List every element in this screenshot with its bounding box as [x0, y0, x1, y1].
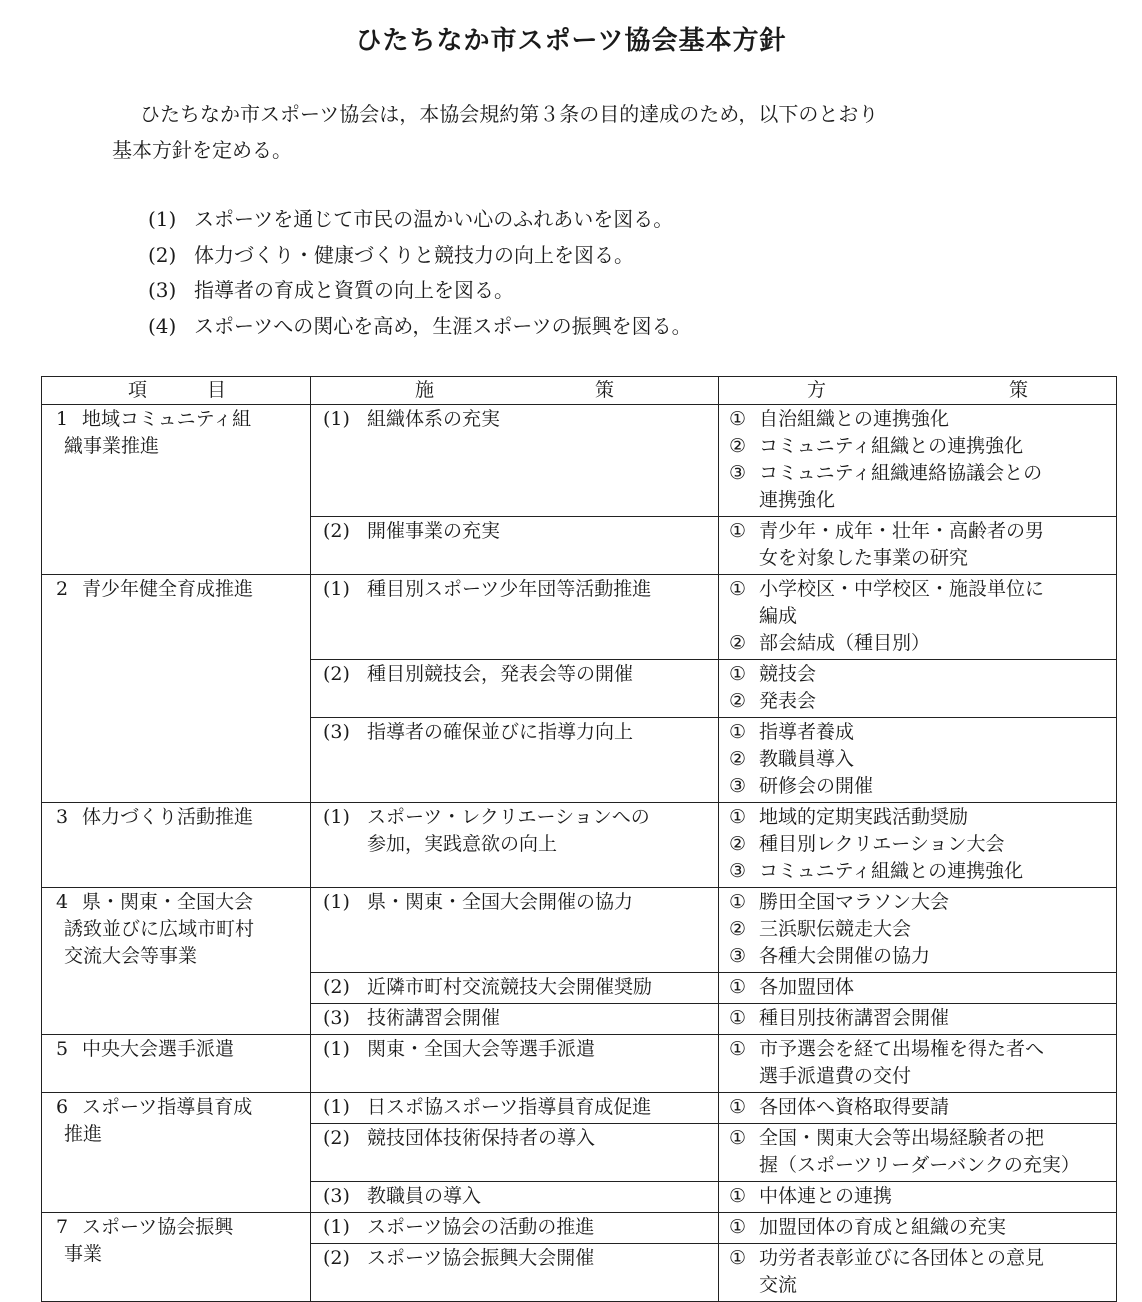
policy-text: 体力づくり・健康づくりと競技力の向上を図る。: [194, 242, 634, 267]
method-list: [719, 803, 1116, 887]
method-number: ③: [729, 775, 747, 797]
method-cell: [719, 660, 1117, 718]
measure-line: 種目別競技会，発表会等の開催: [367, 663, 634, 685]
method-list: [719, 1035, 1116, 1092]
item-label: 地域コミュニティ組: [82, 408, 252, 430]
header-method-char: 策: [1008, 379, 1028, 401]
measure-text: [311, 718, 718, 748]
item-line: [56, 576, 294, 603]
method-line: 種目別レクリエーション大会: [759, 833, 1005, 855]
measure-cell: [311, 803, 719, 888]
measure-number: (1): [323, 1038, 350, 1060]
method-line: 発表会: [759, 690, 817, 712]
method-item: [729, 661, 1108, 688]
method-label: [759, 433, 1108, 460]
item-text: [42, 888, 310, 972]
method-label: [759, 1183, 1108, 1210]
method-item: [729, 630, 1108, 657]
method-line: コミュニティ組織との連携強化: [759, 860, 1024, 882]
item-text: [42, 575, 310, 605]
measure-label: [367, 804, 712, 858]
method-label: [759, 630, 1108, 657]
method-item: [729, 746, 1108, 773]
policy-number: (1): [148, 207, 177, 231]
method-list: [719, 575, 1116, 659]
item-line: [56, 804, 294, 831]
measure-label: [367, 889, 712, 916]
header-method-char: 方: [807, 379, 827, 401]
method-cell: [719, 1182, 1117, 1213]
measure-line: 教職員の導入: [367, 1185, 482, 1207]
method-number: ①: [729, 806, 747, 828]
measure-cell: [311, 1004, 719, 1035]
method-line: 女を対象した事業の研究: [759, 547, 969, 569]
method-item: [729, 1094, 1108, 1121]
measure-text: [311, 1182, 718, 1212]
item-text: [42, 1093, 310, 1150]
measure-cell: [311, 1213, 719, 1244]
method-item: [729, 1005, 1108, 1032]
measure-label: [367, 719, 712, 746]
policy-number: (4): [148, 313, 177, 338]
table-row: [42, 575, 1117, 660]
method-number: ①: [729, 663, 747, 685]
method-label: [759, 688, 1108, 715]
method-item: [729, 804, 1108, 831]
method-cell: [719, 1035, 1117, 1093]
item-number: 6: [56, 1096, 69, 1118]
method-number: ①: [729, 1216, 747, 1238]
method-label: [759, 746, 1108, 773]
method-label: [759, 943, 1108, 970]
method-item: [729, 974, 1108, 1001]
item-number: 5: [56, 1038, 69, 1060]
policy-item: [148, 202, 692, 238]
method-line: 地域的定期実践活動奨励: [759, 806, 969, 828]
method-item: [729, 1214, 1108, 1241]
item-label-cont: 誘致並びに広域市町村: [64, 918, 255, 940]
item-line: [56, 1036, 294, 1063]
method-cell: [719, 517, 1117, 575]
method-number: ②: [729, 690, 747, 712]
method-line: 中体連との連携: [759, 1185, 893, 1207]
method-item: [729, 1036, 1108, 1090]
method-label: [759, 773, 1108, 800]
method-label: [759, 661, 1108, 688]
measure-label: [367, 974, 712, 1001]
item-line: [56, 1214, 294, 1241]
item-number: 7: [56, 1216, 69, 1238]
item-label: 体力づくり活動推進: [82, 806, 254, 828]
item-label-cont: 交流大会等事業: [64, 945, 198, 967]
measure-cell: [311, 1244, 719, 1302]
item-cell: [42, 888, 311, 1035]
method-number: ②: [729, 833, 747, 855]
measure-cell: [311, 718, 719, 803]
method-line: コミュニティ組織との連携強化: [759, 435, 1024, 457]
method-cell: [719, 718, 1117, 803]
measure-text: [311, 1035, 718, 1065]
item-cell: [42, 1035, 311, 1093]
item-text: [42, 803, 310, 833]
policy-number: (2): [148, 242, 177, 267]
header-method: [719, 377, 1117, 405]
method-line: 種目別技術講習会開催: [759, 1007, 950, 1029]
measure-line: 組織体系の充実: [367, 408, 501, 430]
item-number: 1: [56, 408, 69, 430]
measure-cell: [311, 517, 719, 575]
measure-text: [311, 575, 718, 605]
method-list: [719, 517, 1116, 574]
method-item: [729, 858, 1108, 885]
method-item: [729, 889, 1108, 916]
measure-number: (2): [323, 520, 350, 542]
table-row: [42, 1213, 1117, 1244]
measure-number: (2): [323, 976, 350, 998]
method-number: ①: [729, 1038, 747, 1060]
item-cell: [42, 803, 311, 888]
intro-line-1: ひたちなか市スポーツ協会は，本協会規約第３条の目的達成のため，以下のとおり: [140, 102, 879, 126]
method-label: [759, 1094, 1108, 1121]
method-line: 青少年・成年・壮年・高齢者の男: [759, 520, 1045, 542]
measure-label: [367, 1125, 712, 1152]
method-label: [759, 1005, 1108, 1032]
measure-line: 関東・全国大会等選手派遣: [367, 1038, 596, 1060]
measure-cell: [311, 1093, 719, 1124]
measure-label: [367, 518, 712, 545]
measure-cell: [311, 405, 719, 517]
method-number: ①: [729, 891, 747, 913]
method-list: [719, 1244, 1116, 1301]
method-label: [759, 518, 1108, 572]
measure-text: [311, 1093, 718, 1123]
method-item: [729, 1125, 1108, 1179]
measure-number: (1): [323, 1216, 350, 1238]
policy-text: スポーツへの関心を高め，生涯スポーツの振興を図る。: [194, 313, 692, 338]
method-line: 編成: [759, 605, 798, 627]
method-number: ①: [729, 1007, 747, 1029]
method-list: [719, 1182, 1116, 1212]
method-line: 交流: [759, 1274, 798, 1296]
item-label: スポーツ指導員育成: [82, 1096, 253, 1118]
method-line: 連携強化: [759, 489, 836, 511]
method-line: コミュニティ組織連絡協議会との: [759, 462, 1043, 484]
measure-label: [367, 406, 712, 433]
method-label: [759, 1245, 1108, 1299]
measure-number: (3): [323, 1185, 350, 1207]
method-list: [719, 973, 1116, 1003]
measure-line: 競技団体技術保持者の導入: [367, 1127, 596, 1149]
method-label: [759, 460, 1108, 514]
measure-number: (1): [323, 1096, 350, 1118]
item-cell: [42, 575, 311, 803]
method-cell: [719, 973, 1117, 1004]
measure-number: (2): [323, 1127, 350, 1149]
measure-cell: [311, 888, 719, 973]
measure-line: スポーツ・レクリエーションへの: [367, 806, 650, 828]
measure-number: (1): [323, 806, 350, 828]
policy-list: [148, 202, 692, 344]
measure-text: [311, 405, 718, 435]
method-list: [719, 1093, 1116, 1123]
method-line: 各団体へ資格取得要請: [759, 1096, 950, 1118]
measure-text: [311, 1124, 718, 1154]
method-line: 小学校区・中学校区・施設単位に: [759, 578, 1045, 600]
method-label: [759, 889, 1108, 916]
measure-label: [367, 1094, 712, 1121]
method-cell: [719, 888, 1117, 973]
measure-text: [311, 517, 718, 547]
method-label: [759, 576, 1108, 630]
measure-line: 近隣市町村交流競技大会開催奨励: [367, 976, 653, 998]
item-label: スポーツ協会振興: [82, 1216, 234, 1238]
measure-text: [311, 973, 718, 1003]
method-cell: [719, 1244, 1117, 1302]
method-label: [759, 1214, 1108, 1241]
method-line: 三浜駅伝競走大会: [759, 918, 912, 940]
method-item: [729, 460, 1108, 514]
item-number: 3: [56, 806, 69, 828]
header-item-char: 目: [206, 379, 226, 401]
item-line: [56, 889, 294, 916]
measure-cell: [311, 660, 719, 718]
method-list: [719, 718, 1116, 802]
method-number: ①: [729, 520, 747, 542]
measure-line: 参加，実践意欲の向上: [367, 833, 558, 855]
measure-label: [367, 576, 712, 603]
item-number: 4: [56, 891, 69, 913]
method-line: 加盟団体の育成と組織の充実: [759, 1216, 1007, 1238]
measure-text: [311, 1004, 718, 1034]
method-label: [759, 974, 1108, 1001]
method-line: 握（スポーツリーダーバンクの充実）: [759, 1154, 1080, 1176]
policy-item: [148, 309, 692, 345]
method-number: ①: [729, 1096, 747, 1118]
method-number: ①: [729, 1127, 747, 1149]
intro-line-2: 基本方針を定める。: [112, 138, 292, 162]
header-item: [42, 377, 311, 405]
measure-line: スポーツ協会振興大会開催: [367, 1247, 595, 1269]
measure-line: 指導者の確保並びに指導力向上: [367, 721, 634, 743]
method-number: ①: [729, 578, 747, 600]
header-measure-char: 策: [594, 379, 614, 401]
method-cell: [719, 1213, 1117, 1244]
measure-line: スポーツ協会の活動の推進: [367, 1216, 595, 1238]
measure-line: 開催事業の充実: [367, 520, 501, 542]
method-item: [729, 1183, 1108, 1210]
method-label: [759, 406, 1108, 433]
method-item: [729, 943, 1108, 970]
measure-label: [367, 661, 712, 688]
policy-item: [148, 273, 692, 309]
method-label: [759, 831, 1108, 858]
method-number: ①: [729, 1247, 747, 1269]
item-text: [42, 405, 310, 462]
measure-line: 県・関東・全国大会開催の協力: [367, 891, 634, 913]
header-measure-char: 施: [415, 379, 435, 401]
method-number: ③: [729, 462, 747, 484]
table-row: [42, 803, 1117, 888]
item-cell: [42, 1213, 311, 1302]
method-number: ③: [729, 860, 747, 882]
method-cell: [719, 1124, 1117, 1182]
item-cell: [42, 1093, 311, 1213]
measure-text: [311, 660, 718, 690]
method-line: 研修会の開催: [759, 775, 874, 797]
measure-label: [367, 1245, 712, 1272]
method-label: [759, 916, 1108, 943]
intro-paragraph: [112, 96, 1012, 168]
policy-item: [148, 238, 692, 274]
method-item: [729, 433, 1108, 460]
method-line: 全国・関東大会等出場経験者の把: [759, 1127, 1045, 1149]
measure-cell: [311, 1035, 719, 1093]
method-number: ①: [729, 1185, 747, 1207]
method-line: 教職員導入: [759, 748, 855, 770]
measure-text: [311, 888, 718, 918]
method-item: [729, 576, 1108, 630]
method-label: [759, 1125, 1108, 1179]
measure-cell: [311, 1124, 719, 1182]
method-cell: [719, 405, 1117, 517]
method-line: 部会結成（種目別）: [759, 632, 931, 654]
item-label: 青少年健全育成推進: [82, 578, 254, 600]
method-number: ②: [729, 748, 747, 770]
measure-line: 技術講習会開催: [367, 1007, 501, 1029]
item-label-cont: 織事業推進: [64, 435, 160, 457]
item-label-cont: 事業: [64, 1243, 103, 1265]
item-text: [42, 1213, 310, 1270]
method-line: 各種大会開催の協力: [759, 945, 931, 967]
header-item-char: 項: [128, 379, 148, 401]
table-row: [42, 1035, 1117, 1093]
method-number: ①: [729, 976, 747, 998]
page-title: ひたちなか市スポーツ協会基本方針: [355, 26, 787, 56]
method-list: [719, 888, 1116, 972]
policy-number: (3): [148, 278, 177, 302]
method-list: [719, 660, 1116, 717]
method-list: [719, 405, 1116, 516]
method-line: 市予選会を経て出場権を得た者へ: [759, 1038, 1045, 1060]
measure-cell: [311, 575, 719, 660]
item-number: 2: [56, 578, 69, 600]
method-number: ②: [729, 918, 747, 940]
table-row: [42, 888, 1117, 973]
measure-number: (2): [323, 663, 350, 685]
table-body: [42, 405, 1117, 1302]
measure-cell: [311, 1182, 719, 1213]
item-text: [42, 1035, 310, 1065]
policy-text: 指導者の育成と資質の向上を図る。: [194, 278, 514, 302]
measure-text: [311, 1244, 718, 1274]
table-row: [42, 405, 1117, 517]
method-line: 競技会: [759, 663, 817, 685]
measure-label: [367, 1036, 712, 1063]
method-label: [759, 804, 1108, 831]
measure-number: (3): [323, 1007, 350, 1029]
measure-text: [311, 1213, 718, 1243]
method-item: [729, 916, 1108, 943]
method-item: [729, 688, 1108, 715]
method-item: [729, 719, 1108, 746]
method-list: [719, 1004, 1116, 1034]
method-item: [729, 831, 1108, 858]
method-item: [729, 518, 1108, 572]
policy-text: スポーツを通じて市民の温かい心のふれあいを図る。: [194, 207, 674, 231]
policy-table: [41, 376, 1117, 1302]
item-line: [56, 1094, 294, 1121]
method-label: [759, 858, 1108, 885]
measure-number: (1): [323, 578, 350, 600]
method-line: 各加盟団体: [759, 976, 855, 998]
method-line: 指導者養成: [759, 721, 855, 743]
item-line: [56, 406, 294, 433]
method-list: [719, 1213, 1116, 1243]
header-measure: [311, 377, 719, 405]
measure-cell: [311, 973, 719, 1004]
measure-number: (2): [323, 1247, 350, 1269]
method-number: ②: [729, 632, 747, 654]
measure-label: [367, 1005, 712, 1032]
method-number: ①: [729, 408, 747, 430]
measure-line: 種目別スポーツ少年団等活動推進: [367, 578, 652, 600]
method-label: [759, 1036, 1108, 1090]
method-line: 選手派遣費の交付: [759, 1065, 912, 1087]
item-label: 中央大会選手派遣: [82, 1038, 235, 1060]
method-line: 功労者表彰並びに各団体との意見: [759, 1247, 1045, 1269]
method-line: 自治組織との連携強化: [759, 408, 950, 430]
method-cell: [719, 803, 1117, 888]
method-cell: [719, 575, 1117, 660]
method-cell: [719, 1004, 1117, 1035]
method-item: [729, 773, 1108, 800]
method-label: [759, 719, 1108, 746]
method-line: 勝田全国マラソン大会: [759, 891, 950, 913]
method-number: ③: [729, 945, 747, 967]
measure-number: (1): [323, 891, 350, 913]
item-label-cont: 推進: [64, 1123, 103, 1145]
measure-number: (3): [323, 721, 350, 743]
method-number: ①: [729, 721, 747, 743]
table-header-row: [42, 377, 1117, 405]
measure-label: [367, 1214, 712, 1241]
method-cell: [719, 1093, 1117, 1124]
method-number: ②: [729, 435, 747, 457]
measure-text: [311, 803, 718, 860]
measure-label: [367, 1183, 712, 1210]
method-item: [729, 1245, 1108, 1299]
measure-line: 日スポ協スポーツ指導員育成促進: [367, 1096, 652, 1118]
item-label: 県・関東・全国大会: [82, 891, 254, 913]
table-row: [42, 1093, 1117, 1124]
item-cell: [42, 405, 311, 575]
measure-number: (1): [323, 408, 350, 430]
method-list: [719, 1124, 1116, 1181]
method-item: [729, 406, 1108, 433]
